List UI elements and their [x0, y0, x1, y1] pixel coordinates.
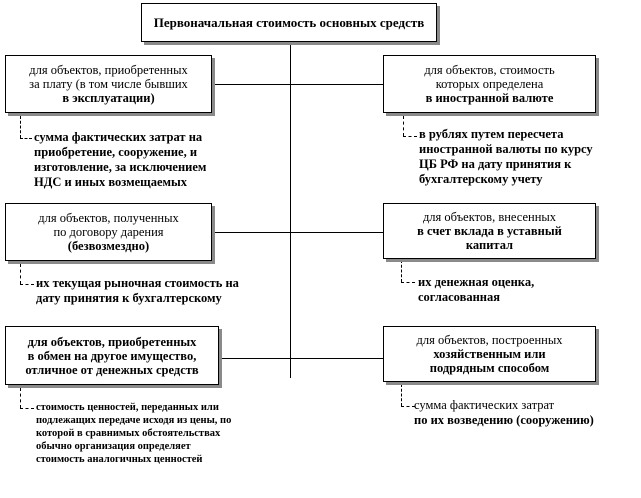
left-desc-gift: [36, 276, 239, 306]
branch-line-right-1: [290, 84, 383, 85]
left-desc-purchased: [34, 130, 206, 190]
branch-line-right-2: [290, 232, 383, 233]
right-desc-capital-contribution: [418, 275, 534, 305]
branch-line-left-2: [211, 232, 290, 233]
desc-connector-right-2: [401, 260, 402, 282]
desc-connector-left-1: [20, 116, 21, 138]
left-desc-1-line-4: НДС и иных возмещаемых: [34, 175, 188, 189]
right-desc-1-line-2: иностранной валюты по курсу: [419, 142, 593, 156]
left-box-3-line-1: для объектов, приобретенных: [27, 334, 197, 349]
right-box-3-line-1: для объектов, построенных: [416, 333, 563, 347]
right-box-constructed: [383, 326, 596, 382]
desc-connector-left-2: [20, 264, 21, 284]
desc-connector-right-3: [401, 384, 402, 406]
right-desc-2-line-1: их денежная оценка,: [418, 275, 535, 289]
desc-connector-left-1-h: [20, 138, 32, 139]
right-desc-1-line-3: ЦБ РФ на дату принятия к: [419, 157, 572, 171]
trunk-line: [290, 43, 291, 378]
left-desc-3-line-5: стоимость аналогичных ценностей: [36, 454, 203, 465]
left-box-2-line-3: (безвозмездно): [67, 239, 150, 253]
left-box-exchange: [5, 326, 219, 385]
right-box-2-line-1: для объектов, внесенных: [422, 210, 557, 224]
left-desc-3-line-3: которой в сравнимых обстоятельствах: [36, 428, 221, 439]
desc-connector-right-2-h: [401, 282, 415, 283]
left-box-2-line-1: для объектов, полученных: [38, 211, 179, 225]
left-desc-3-line-2: подлежащих передаче исходя из цены, по: [36, 415, 232, 426]
left-desc-2-line-2: дату принятия к бухгалтерскому: [36, 291, 222, 305]
left-desc-3-line-1: стоимость ценностей, переданных или: [36, 402, 219, 413]
branch-line-left-3: [218, 358, 290, 359]
right-box-1-line-2: которых определена: [435, 77, 544, 91]
left-desc-1-line-2: приобретение, сооружение, и: [34, 145, 198, 159]
right-box-1-line-3: в иностранной валюте: [425, 91, 554, 105]
right-desc-3-line-2: по их возведению (сооружению): [414, 413, 594, 427]
desc-connector-left-3-h: [20, 408, 34, 409]
right-desc-foreign-currency: [419, 127, 593, 187]
diagram-title: Первоначальная стоимость основных средств: [153, 14, 425, 30]
branch-line-right-3: [290, 358, 383, 359]
left-box-1-line-1: для объектов, приобретенных: [29, 63, 188, 77]
left-box-2-line-2: по договору дарения: [53, 225, 164, 239]
right-box-3-line-3: подрядным способом: [429, 361, 550, 375]
left-box-1-line-2: за плату (в том числе бывших: [29, 77, 188, 91]
right-desc-3-line-1: сумма фактических затрат: [414, 398, 555, 412]
left-box-purchased: [5, 55, 212, 113]
left-desc-1-line-1: сумма фактических затрат на: [34, 130, 203, 144]
right-desc-2-line-2: согласованная: [418, 290, 501, 304]
left-box-3-line-2: в обмен на другое имущество,: [27, 348, 197, 363]
desc-connector-right-3-h: [401, 406, 415, 407]
left-box-gift: [5, 203, 212, 261]
left-box-1-line-3: в эксплуатации): [62, 91, 155, 105]
desc-connector-right-1: [403, 116, 404, 136]
title-box: [141, 3, 437, 42]
left-desc-1-line-3: изготовление, за исключением: [34, 160, 207, 174]
right-box-capital-contribution: [383, 203, 596, 259]
right-desc-1-line-1: в рублях путем пересчета: [419, 127, 564, 141]
left-desc-2-line-1: их текущая рыночная стоимость на: [36, 276, 239, 290]
left-desc-exchange: [36, 401, 231, 466]
right-box-2-line-2: в счет вклада в уставный: [417, 224, 562, 238]
right-box-2-line-3: капитал: [465, 238, 514, 252]
right-box-foreign-currency: [383, 55, 596, 113]
desc-connector-left-3: [20, 388, 21, 408]
desc-connector-right-1-h: [403, 136, 417, 137]
left-desc-3-line-4: обычно организация определяет: [36, 441, 191, 452]
left-box-3-line-3: отличное от денежных средств: [25, 362, 199, 377]
right-box-1-line-1: для объектов, стоимость: [424, 63, 555, 77]
desc-connector-left-2-h: [20, 284, 34, 285]
branch-line-left-1: [211, 84, 290, 85]
right-desc-1-line-4: бухгалтерскому учету: [419, 172, 543, 186]
right-desc-constructed: [414, 398, 594, 428]
right-box-3-line-2: хозяйственным или: [433, 347, 546, 361]
